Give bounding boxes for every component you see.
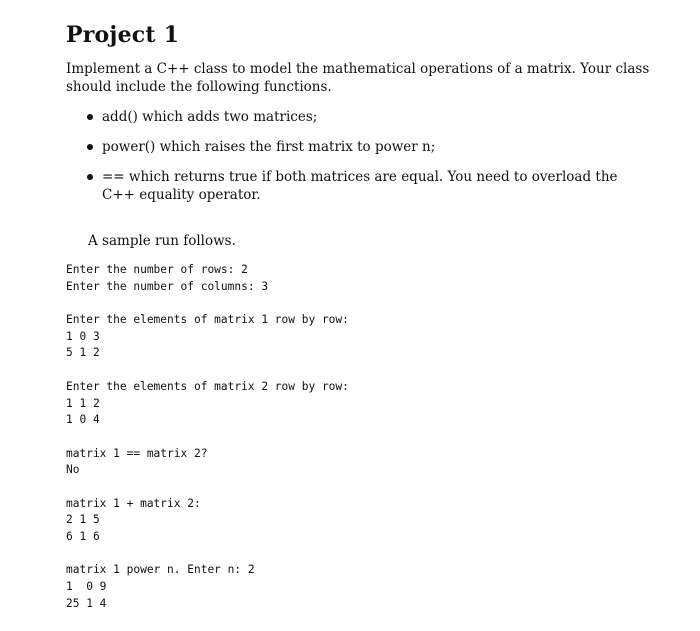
bullet-icon [87, 144, 93, 150]
code-line: 5 1 2 [66, 346, 100, 360]
code-line: matrix 1 + matrix 2: [66, 496, 201, 510]
code-line: 25 1 4 [66, 596, 107, 610]
code-line: 1 1 2 [66, 396, 100, 410]
code-line: No [66, 463, 80, 477]
function-list [84, 108, 654, 216]
code-line: Enter the elements of matrix 1 row by row: [66, 313, 349, 327]
code-line: matrix 1 power n. Enter n: 2 [66, 563, 255, 577]
code-line: Enter the number of columns: 3 [66, 279, 269, 293]
bullet-icon [87, 174, 93, 180]
bullet-icon [87, 114, 93, 120]
code-line: 6 1 6 [66, 530, 100, 543]
code-line: Enter the elements of matrix 2 row by row: [66, 379, 349, 393]
code-line: 1 0 3 [66, 329, 100, 343]
page-title: Project 1 [66, 22, 180, 48]
list-item [84, 168, 654, 204]
code-line: 2 1 5 [66, 513, 100, 527]
function-power: power() which raises the first matrix to power n; [102, 139, 436, 155]
function-add: add() which adds two matrices; [102, 109, 318, 125]
code-line: 1 0 9 [66, 580, 107, 594]
sample-intro: A sample run follows. [88, 233, 236, 249]
code-line: matrix 1 == matrix 2? [66, 446, 208, 460]
code-line: 1 0 4 [66, 413, 100, 427]
sample-run-output [66, 262, 666, 612]
code-line: Enter the number of rows: 2 [66, 263, 248, 276]
list-item [84, 138, 654, 156]
function-equality: == which returns true if both matrices are equal. You need to overload the C++ equality operator. [102, 169, 618, 203]
intro-paragraph: Implement a C++ class to model the mathematical operations of a matrix. Your class should include the following functions. [66, 61, 650, 95]
list-item [84, 108, 654, 126]
